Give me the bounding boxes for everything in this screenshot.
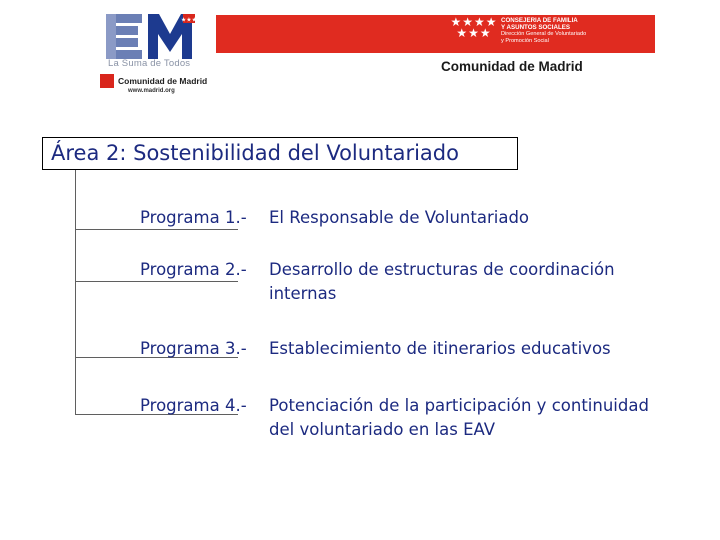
page-title: Área 2: Sostenibilidad del Voluntariado bbox=[42, 137, 518, 170]
program-4-text-line2: del voluntariado en las EAV bbox=[269, 420, 496, 439]
program-3-text: Establecimiento de itinerarios educativos bbox=[269, 339, 611, 358]
banner-subtitle: Comunidad de Madrid bbox=[441, 59, 583, 74]
tree-vertical-line bbox=[75, 170, 76, 415]
banner-line-1: CONSEJERIA DE FAMILIA bbox=[501, 17, 578, 24]
program-2-label: Programa 2.- bbox=[140, 260, 247, 279]
banner-text bbox=[501, 17, 586, 44]
program-2-text: Desarrollo de estructuras de coordinación bbox=[269, 260, 615, 279]
stars-icon: ★★★★ ★★★ bbox=[450, 15, 498, 40]
small-logo-org: Comunidad de Madrid bbox=[118, 76, 208, 86]
svg-text:★★★: ★★★ bbox=[180, 16, 198, 24]
program-4-text: Potenciación de la participación y continuidad bbox=[269, 396, 649, 415]
em-logo-icon bbox=[106, 12, 198, 64]
program-1-label: Programa 1.- bbox=[140, 208, 247, 227]
banner-line-3: Dirección General de Voluntariado bbox=[501, 31, 587, 37]
program-1-text: El Responsable de Voluntariado bbox=[269, 208, 530, 227]
program-3-label: Programa 3.- bbox=[140, 339, 247, 358]
logo-tagline: La Suma de Todos bbox=[108, 58, 191, 69]
program-2-text-line2: internas bbox=[269, 284, 337, 303]
consejeria-banner bbox=[216, 15, 655, 53]
madrid-flag-icon bbox=[100, 74, 114, 88]
logo-url: www.madrid.org bbox=[128, 88, 175, 94]
program-4-label: Programa 4.- bbox=[140, 396, 247, 415]
comunidad-madrid-small-logo bbox=[100, 74, 207, 88]
banner-line-2: Y ASUNTOS SOCIALES bbox=[501, 24, 570, 31]
banner-line-4: y Promoción Social bbox=[501, 37, 549, 44]
